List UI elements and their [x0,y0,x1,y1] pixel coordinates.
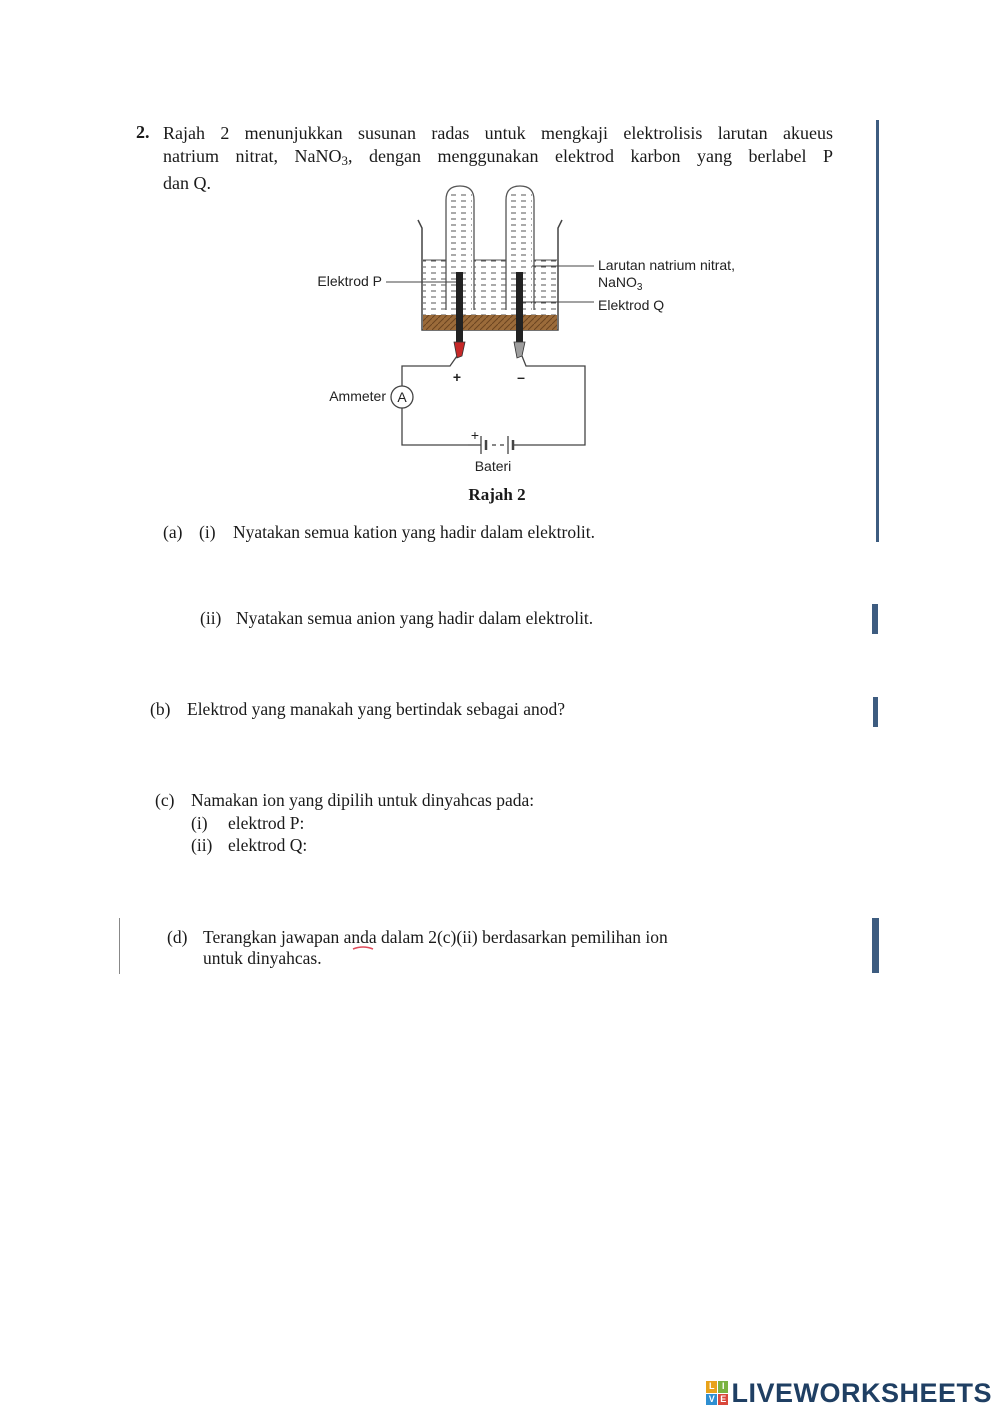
polarity-minus: – [517,369,525,385]
part-a-i-text: Nyatakan semua kation yang hadir dalam elektrolit. [233,522,596,542]
solution-label-line2: NaNO$_3$ [598,274,643,293]
electrode-p-label: Elektrod P [317,273,382,289]
battery-plus-label: + [470,427,480,443]
electrolysis-diagram [300,180,740,480]
part-c-tag: (c) [155,790,175,810]
part-b-text: Elektrod yang manakah yang bertindak sebagai anod? [187,699,566,719]
left-margin-line [119,918,120,974]
part-c-i-tag: (i) [191,813,208,833]
part-d-line2: untuk dinyahcas. [203,948,322,968]
part-a-tag: (a) [163,522,183,542]
intro-line-1: Rajah 2 menunjukkan susunan radas untuk mengkaji elektrolisis larutan akueus [163,123,833,143]
brand-name: LIVEWORKSHEETS [731,1377,992,1408]
solution-label-line1: Larutan natrium nitrat, [598,257,735,273]
answer-area-a-ii[interactable] [160,634,860,690]
circuit-wires [402,356,585,445]
clip-negative [514,342,525,358]
part-d-text-line1: Terangkan jawapan anda dalam 2(c)(ii) berdasarkan pemilihan ion [203,927,668,947]
part-c-i [191,813,304,834]
ammeter-letter: A [397,389,407,405]
part-c-ii-tag: (ii) [191,835,213,855]
part-a-ii-tag: (ii) [200,608,222,628]
electrode-q-label: Elektrod Q [598,297,665,313]
part-a-ii-text: Nyatakan semua anion yang hadir dalam elektrolit. [236,608,594,628]
answer-area-b[interactable] [160,726,860,786]
electrode-q [516,272,523,344]
red-underline-mark [352,945,374,951]
side-bar-3 [873,697,878,727]
part-a-i-tag: (i) [199,522,216,542]
part-b [150,699,565,720]
part-d-tag: (d) [167,927,188,947]
part-c-text: Namakan ion yang dipilih untuk dinyahcas pada: [191,790,535,810]
beaker [418,220,562,330]
part-a-i [163,522,595,543]
part-c-ii-text: elektrod Q: [228,835,308,855]
part-c [155,790,534,811]
side-bar-4 [872,918,879,973]
diagram-caption: Rajah 2 [468,485,526,504]
part-c-ii [191,835,307,856]
answer-area-a-i[interactable] [160,548,860,600]
intro-line-3: dan Q. [163,173,211,194]
liveworksheets-logo-icon: L I V E [706,1381,728,1405]
answer-area-c[interactable] [160,860,860,920]
clip-positive [454,342,465,358]
ammeter-label: Ammeter [329,388,386,404]
battery-label: Bateri [474,458,512,474]
intro-line-2: natrium nitrat, NaNO$_3$, dengan menggunakan elektrod karbon yang berlabel P [163,146,833,169]
side-bar-2 [872,604,878,634]
side-bar-1 [876,120,879,542]
liveworksheets-brand[interactable] [706,1378,992,1408]
part-c-i-text: elektrod P: [228,813,305,833]
part-d [167,927,668,948]
polarity-plus: + [452,369,462,385]
part-b-tag: (b) [150,699,171,719]
part-a-ii [200,608,593,629]
electrode-p [456,272,463,344]
question-number: 2. [136,122,150,142]
